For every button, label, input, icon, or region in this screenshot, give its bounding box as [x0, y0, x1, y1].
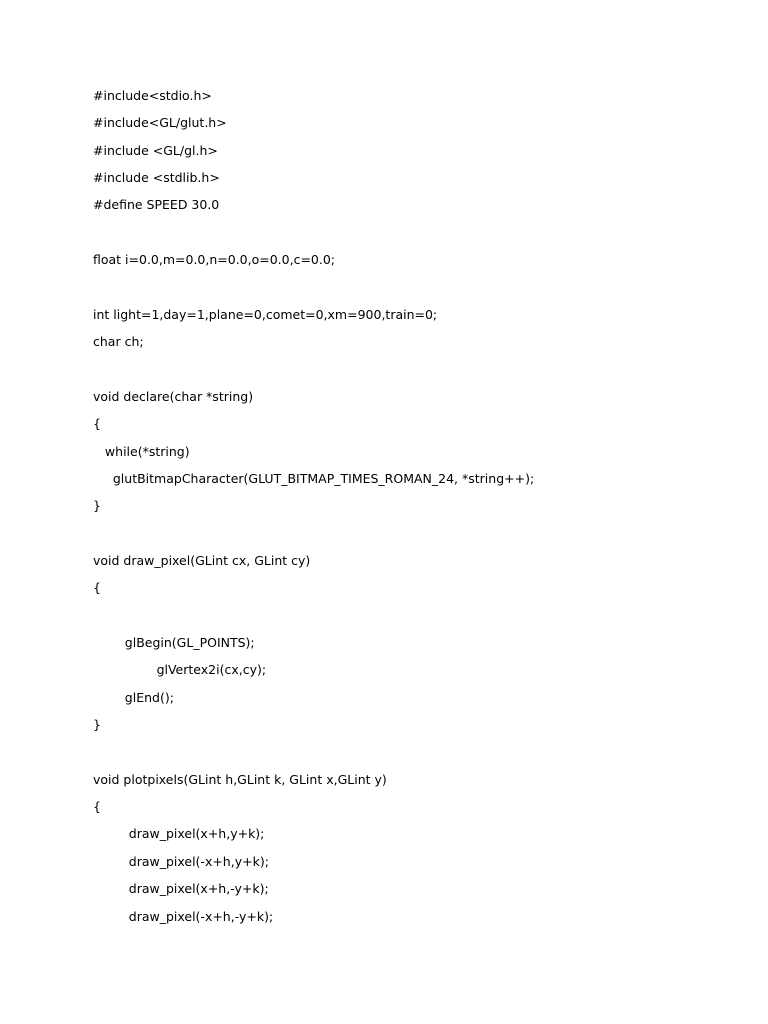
code-line: #define SPEED 30.0 [93, 197, 220, 212]
code-line: glutBitmapCharacter(GLUT_BITMAP_TIMES_ROMAN_24, *string++); [93, 471, 535, 486]
code-line: void plotpixels(GLint h,GLint k, GLint x,GLint y) [93, 772, 387, 787]
code-line: #include <stdlib.h> [93, 170, 220, 185]
code-line: { [93, 799, 101, 814]
code-line: glEnd(); [93, 690, 174, 705]
code-line: draw_pixel(-x+h,y+k); [93, 854, 269, 869]
code-line: draw_pixel(x+h,y+k); [93, 826, 265, 841]
code-line: } [93, 498, 101, 513]
code-line: void draw_pixel(GLint cx, GLint cy) [93, 553, 311, 568]
code-line: while(*string) [93, 444, 190, 459]
code-line: int light=1,day=1,plane=0,comet=0,xm=900,train=0; [93, 307, 438, 322]
code-line: { [93, 416, 101, 431]
code-line: float i=0.0,m=0.0,n=0.0,o=0.0,c=0.0; [93, 252, 336, 267]
code-line: glBegin(GL_POINTS); [93, 635, 255, 650]
code-line: #include<GL/glut.h> [93, 115, 227, 130]
code-line: draw_pixel(x+h,-y+k); [93, 881, 269, 896]
code-line: #include <GL/gl.h> [93, 143, 218, 158]
code-line: } [93, 717, 101, 732]
code-line: #include<stdio.h> [93, 88, 212, 103]
code-line: char ch; [93, 334, 144, 349]
code-line: glVertex2i(cx,cy); [93, 662, 267, 677]
code-line: void declare(char *string) [93, 389, 254, 404]
code-line: { [93, 580, 101, 595]
code-line: draw_pixel(-x+h,-y+k); [93, 909, 274, 924]
